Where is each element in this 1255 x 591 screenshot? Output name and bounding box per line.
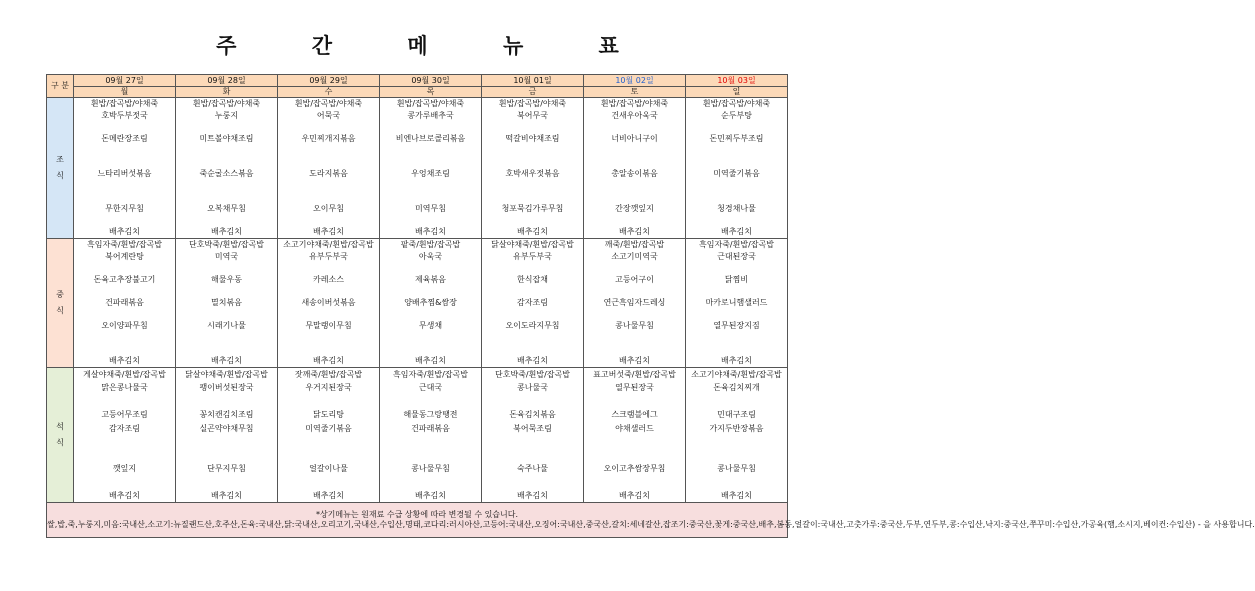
lunch-cell xyxy=(380,239,482,368)
menu-item xyxy=(74,475,175,488)
meal-label-char: 중 xyxy=(56,290,64,299)
menu-item xyxy=(686,262,787,274)
meal-label-char: 석 xyxy=(56,422,64,431)
menu-item: 열무된장지짐 xyxy=(713,321,760,331)
menu-item: 배추김치 xyxy=(211,490,242,500)
menu-item xyxy=(380,395,481,408)
menu-item: 단호박죽/흰밥/잡곡밥 xyxy=(495,370,570,379)
menu-item: 간장깻잎지 xyxy=(615,203,654,213)
menu-item xyxy=(74,145,175,157)
menu-item: 배추김치 xyxy=(313,356,344,366)
menu-item: 돈육고추장불고기 xyxy=(93,274,156,284)
menu-item: 유부두부국 xyxy=(513,251,552,261)
menu-item xyxy=(176,215,277,227)
menu-item: 흰밥/잡곡밥/야채죽 xyxy=(702,99,771,108)
menu-item: 무한지무침 xyxy=(105,203,144,213)
menu-item xyxy=(278,309,379,321)
menu-item: 돈육김치볶음 xyxy=(509,410,556,420)
menu-item: 배추김치 xyxy=(721,227,752,237)
dinner-cell xyxy=(176,368,278,503)
day-date xyxy=(686,75,788,87)
menu-item: 돈민찌두부조림 xyxy=(709,133,764,143)
menu-item: 총알송이볶음 xyxy=(611,168,658,178)
menu-item: 도라지볶음 xyxy=(309,168,348,178)
menu-item: 비엔나브로콜리볶음 xyxy=(395,133,466,143)
menu-item: 깨죽/흰밥/잡곡밥 xyxy=(604,240,665,249)
breakfast-cell xyxy=(278,98,380,239)
menu-item xyxy=(482,332,583,344)
menu-item: 팽이버섯된장국 xyxy=(199,383,254,393)
meal-label-char: 조 xyxy=(56,155,64,164)
lunch-cell xyxy=(74,239,176,368)
menu-item: 닭살야채죽/흰밥/잡곡밥 xyxy=(185,370,268,379)
menu-item xyxy=(482,145,583,157)
menu-item: 콩가루배추국 xyxy=(407,110,454,120)
day-of-week: 금 xyxy=(482,87,584,98)
menu-item: 유부두부국 xyxy=(309,251,348,261)
menu-item xyxy=(278,156,379,168)
menu-item: 근대된장국 xyxy=(717,251,756,261)
menu-item xyxy=(176,344,277,356)
menu-item: 호박두부젓국 xyxy=(101,110,148,120)
menu-item: 민대구조림 xyxy=(717,410,756,420)
menu-item: 배추김치 xyxy=(415,227,446,237)
menu-item: 콩나물국 xyxy=(517,383,548,393)
menu-item: 배추김치 xyxy=(313,490,344,500)
menu-item xyxy=(686,191,787,203)
menu-item xyxy=(584,145,685,157)
menu-item xyxy=(278,448,379,461)
menu-item xyxy=(380,262,481,274)
menu-item xyxy=(686,156,787,168)
menu-item: 멸치볶음 xyxy=(211,298,242,308)
menu-item xyxy=(278,344,379,356)
meal-label-char: 식 xyxy=(56,171,64,180)
date-text: 09월 29일 xyxy=(309,75,348,85)
menu-item xyxy=(278,395,379,408)
menu-item: 오이양파무침 xyxy=(101,321,148,331)
menu-item: 순두부탕 xyxy=(721,110,752,120)
menu-item: 열무된장국 xyxy=(615,383,654,393)
origin-text: 쌀,밥,죽,누룽지,미음:국내산,소고기:뉴질랜드산,호주산,돈육:국내산,닭:국내산,오리고기,국내산,수입산,명태,코다리:러시아산,고등어:국내산,오징어:국내산,중국산,갈치:세네갈산,잡조기:중국산,꽃게:중국산,배추,봄동,얼갈이:국내산,고춧가루:중국산,두부,연두부,콩:수입산,낙지:중국산,쭈꾸미:수입산,가공육(햄,소시지,베이컨:수입산) - 을 사용합니다. xyxy=(47,520,1255,529)
menu-item xyxy=(74,344,175,356)
menu-item xyxy=(176,286,277,298)
menu-item: 흑임자죽/흰밥/잡곡밥 xyxy=(393,370,468,379)
breakfast-cell xyxy=(380,98,482,239)
dinner-cell xyxy=(686,368,788,503)
menu-item xyxy=(482,180,583,192)
menu-item: 감자조림 xyxy=(517,298,548,308)
notice-text: *상기메뉴는 원재료 수급 상황에 따라 변경될 수 있습니다. xyxy=(315,510,519,519)
menu-item: 고등어구이 xyxy=(615,274,654,284)
menu-item: 콩나물무침 xyxy=(411,463,450,473)
menu-item: 오복채무침 xyxy=(207,203,246,213)
menu-item xyxy=(584,121,685,133)
menu-item xyxy=(74,262,175,274)
menu-item xyxy=(584,215,685,227)
menu-item: 해물동그랑땡전 xyxy=(403,410,458,420)
menu-item: 맑은콩나물국 xyxy=(101,383,148,393)
menu-item: 닭도리탕 xyxy=(313,410,344,420)
menu-item: 배추김치 xyxy=(517,356,548,366)
menu-item: 제육볶음 xyxy=(415,274,446,284)
menu-item: 청포묵김가루무침 xyxy=(501,203,564,213)
menu-item: 오이도라지무침 xyxy=(505,321,560,331)
menu-item xyxy=(176,145,277,157)
menu-item xyxy=(686,435,787,448)
menu-item: 배추김치 xyxy=(313,227,344,237)
dinner-cell xyxy=(278,368,380,503)
menu-item: 어묵국 xyxy=(316,110,341,120)
menu-item: 흑임자죽/흰밥/잡곡밥 xyxy=(699,240,774,249)
weekly-menu-table xyxy=(46,74,1255,538)
menu-item xyxy=(74,156,175,168)
menu-item: 실곤약야채무침 xyxy=(199,423,254,433)
menu-item xyxy=(176,180,277,192)
menu-item xyxy=(176,309,277,321)
menu-item xyxy=(482,475,583,488)
date-text: 09월 27일 xyxy=(105,75,144,85)
menu-item: 숙주나물 xyxy=(517,463,548,473)
menu-item xyxy=(686,448,787,461)
menu-item xyxy=(380,215,481,227)
menu-item xyxy=(278,286,379,298)
menu-item xyxy=(482,191,583,203)
menu-item: 북어묵조림 xyxy=(513,423,552,433)
menu-item xyxy=(482,121,583,133)
menu-item: 호박새우젓볶음 xyxy=(505,168,560,178)
menu-item xyxy=(74,121,175,133)
menu-item xyxy=(380,435,481,448)
menu-item: 게살야채죽/흰밥/잡곡밥 xyxy=(83,370,166,379)
menu-item xyxy=(686,145,787,157)
menu-item xyxy=(584,475,685,488)
menu-item xyxy=(380,332,481,344)
menu-item xyxy=(74,435,175,448)
menu-item: 돈육김치찌개 xyxy=(713,383,760,393)
menu-item xyxy=(176,191,277,203)
menu-item: 건파래볶음 xyxy=(105,298,144,308)
menu-item: 우거지된장국 xyxy=(305,383,352,393)
menu-item: 미트볼야채조림 xyxy=(199,133,254,143)
menu-item: 팥죽/흰밥/잡곡밥 xyxy=(400,240,461,249)
menu-item: 오이무침 xyxy=(313,203,344,213)
menu-item xyxy=(482,215,583,227)
menu-item: 감자조림 xyxy=(109,423,140,433)
menu-item: 무말랭이무침 xyxy=(305,321,352,331)
day-date xyxy=(584,75,686,87)
day-date xyxy=(278,75,380,87)
dinner-cell xyxy=(482,368,584,503)
menu-item xyxy=(380,309,481,321)
menu-item xyxy=(380,121,481,133)
menu-item: 새송이버섯볶음 xyxy=(301,298,356,308)
menu-item: 아욱국 xyxy=(418,251,443,261)
menu-item: 미역무침 xyxy=(415,203,446,213)
day-of-week: 수 xyxy=(278,87,380,98)
menu-item xyxy=(584,286,685,298)
menu-item: 배추김치 xyxy=(721,490,752,500)
menu-item xyxy=(176,395,277,408)
date-text: 10월 03일 xyxy=(717,75,756,85)
menu-item: 한식잡채 xyxy=(517,274,548,284)
menu-item: 닭찜비 xyxy=(724,274,749,284)
dinner-label xyxy=(47,368,74,503)
day-date xyxy=(380,75,482,87)
menu-item xyxy=(686,475,787,488)
day-date xyxy=(176,75,278,87)
menu-item: 흰밥/잡곡밥/야채죽 xyxy=(600,99,669,108)
menu-item xyxy=(686,395,787,408)
menu-item xyxy=(278,215,379,227)
day-date xyxy=(482,75,584,87)
menu-item xyxy=(686,332,787,344)
menu-item: 양배추찜&쌈장 xyxy=(404,298,457,308)
menu-item: 배추김치 xyxy=(109,490,140,500)
menu-item: 콩나물무침 xyxy=(717,463,756,473)
notice-cell xyxy=(47,503,1255,538)
menu-item xyxy=(380,156,481,168)
menu-item xyxy=(278,332,379,344)
menu-item: 배추김치 xyxy=(109,356,140,366)
menu-item xyxy=(686,121,787,133)
menu-item: 떡갈비야채조림 xyxy=(505,133,560,143)
dinner-cell xyxy=(74,368,176,503)
menu-item xyxy=(584,448,685,461)
meal-label-char: 식 xyxy=(56,438,64,447)
menu-item xyxy=(584,262,685,274)
menu-item: 깻잎지 xyxy=(112,463,137,473)
lunch-cell xyxy=(584,239,686,368)
menu-item xyxy=(176,121,277,133)
menu-item: 소고기야채죽/흰밥/잡곡밥 xyxy=(691,370,782,379)
lunch-cell xyxy=(686,239,788,368)
menu-item xyxy=(584,180,685,192)
menu-item: 건새우아욱국 xyxy=(611,110,658,120)
menu-item xyxy=(176,448,277,461)
menu-item: 가지두반장볶음 xyxy=(709,423,764,433)
menu-item: 배추김치 xyxy=(721,356,752,366)
menu-item: 배추김치 xyxy=(517,227,548,237)
menu-item xyxy=(482,448,583,461)
menu-item: 돈메란장조림 xyxy=(101,133,148,143)
menu-item: 흰밥/잡곡밥/야채죽 xyxy=(294,99,363,108)
menu-item xyxy=(584,332,685,344)
menu-item: 배추김치 xyxy=(619,227,650,237)
menu-item: 무생채 xyxy=(418,321,443,331)
lunch-cell xyxy=(278,239,380,368)
menu-item xyxy=(482,309,583,321)
day-of-week: 월 xyxy=(74,87,176,98)
menu-item xyxy=(74,286,175,298)
menu-item xyxy=(278,262,379,274)
menu-item xyxy=(686,180,787,192)
menu-item: 청경채나물 xyxy=(717,203,756,213)
menu-item xyxy=(584,191,685,203)
menu-item: 배추김치 xyxy=(415,356,446,366)
menu-item xyxy=(380,145,481,157)
menu-item: 미역국 xyxy=(214,251,239,261)
menu-item: 건파래볶음 xyxy=(411,423,450,433)
menu-item xyxy=(380,344,481,356)
menu-item xyxy=(584,309,685,321)
menu-item: 배추김치 xyxy=(517,490,548,500)
menu-item: 스크램블에그 xyxy=(611,410,658,420)
menu-item xyxy=(74,180,175,192)
menu-item xyxy=(380,286,481,298)
header-label: 구 분 xyxy=(47,75,74,98)
menu-item xyxy=(482,262,583,274)
breakfast-cell xyxy=(482,98,584,239)
menu-item: 단호박죽/흰밥/잡곡밥 xyxy=(189,240,264,249)
menu-item xyxy=(482,286,583,298)
menu-item xyxy=(482,395,583,408)
menu-item: 미역줄기볶음 xyxy=(713,168,760,178)
menu-item: 우민찌개지볶음 xyxy=(301,133,356,143)
menu-item xyxy=(176,262,277,274)
menu-item: 해물우동 xyxy=(211,274,242,284)
menu-item xyxy=(278,475,379,488)
menu-item xyxy=(74,332,175,344)
dinner-cell xyxy=(380,368,482,503)
menu-item: 표고버섯죽/흰밥/잡곡밥 xyxy=(593,370,676,379)
day-date xyxy=(74,75,176,87)
menu-item: 북어계란탕 xyxy=(105,251,144,261)
menu-item xyxy=(176,435,277,448)
dinner-cell xyxy=(584,368,686,503)
menu-item: 느타리버섯볶음 xyxy=(97,168,152,178)
menu-item: 누룽지 xyxy=(214,110,239,120)
menu-item xyxy=(482,156,583,168)
menu-item: 배추김치 xyxy=(211,227,242,237)
menu-item xyxy=(74,395,175,408)
menu-item xyxy=(380,475,481,488)
menu-item: 콩나물무침 xyxy=(615,321,654,331)
date-text: 10월 01일 xyxy=(513,75,552,85)
menu-item xyxy=(176,332,277,344)
menu-item xyxy=(176,475,277,488)
menu-item xyxy=(74,309,175,321)
menu-item: 근대국 xyxy=(418,383,443,393)
breakfast-cell xyxy=(584,98,686,239)
menu-item: 시래기나물 xyxy=(207,321,246,331)
menu-item xyxy=(176,156,277,168)
menu-item xyxy=(584,435,685,448)
menu-item: 야채샐러드 xyxy=(615,423,654,433)
menu-item xyxy=(482,344,583,356)
meal-label-char: 식 xyxy=(56,306,64,315)
menu-item: 우엉채조림 xyxy=(411,168,450,178)
menu-item: 꽁치캔김치조림 xyxy=(199,410,254,420)
menu-item xyxy=(380,191,481,203)
menu-item: 북어무국 xyxy=(517,110,548,120)
breakfast-cell xyxy=(176,98,278,239)
menu-item xyxy=(584,344,685,356)
menu-item: 연근흑임자드레싱 xyxy=(603,298,666,308)
breakfast-cell xyxy=(74,98,176,239)
menu-item: 미역줄기볶음 xyxy=(305,423,352,433)
menu-item: 배추김치 xyxy=(619,490,650,500)
menu-item xyxy=(584,395,685,408)
lunch-cell xyxy=(176,239,278,368)
menu-item: 죽순굴소스볶음 xyxy=(199,168,254,178)
menu-item: 닭살야채죽/흰밥/잡곡밥 xyxy=(491,240,574,249)
menu-item xyxy=(380,448,481,461)
menu-item xyxy=(278,145,379,157)
menu-item: 흰밥/잡곡밥/야채죽 xyxy=(498,99,567,108)
menu-item xyxy=(278,121,379,133)
menu-item xyxy=(584,156,685,168)
day-of-week: 화 xyxy=(176,87,278,98)
menu-item xyxy=(380,180,481,192)
menu-item xyxy=(74,191,175,203)
date-text: 09월 30일 xyxy=(411,75,450,85)
menu-item: 단무지무침 xyxy=(207,463,246,473)
menu-item: 흑임자죽/흰밥/잡곡밥 xyxy=(87,240,162,249)
menu-item: 흰밥/잡곡밥/야채죽 xyxy=(396,99,465,108)
menu-item xyxy=(74,215,175,227)
menu-item xyxy=(278,180,379,192)
day-of-week: 목 xyxy=(380,87,482,98)
menu-item: 배추김치 xyxy=(415,490,446,500)
menu-item xyxy=(686,344,787,356)
menu-item xyxy=(278,435,379,448)
day-of-week: 일 xyxy=(686,87,788,98)
menu-item xyxy=(74,448,175,461)
menu-item: 잣깨죽/흰밥/잡곡밥 xyxy=(294,370,363,379)
lunch-label xyxy=(47,239,74,368)
page-title: 주 간 메 뉴 표 xyxy=(216,34,653,58)
breakfast-label xyxy=(47,98,74,239)
menu-item: 너비아니구이 xyxy=(611,133,658,143)
menu-item: 흰밥/잡곡밥/야채죽 xyxy=(192,99,261,108)
menu-item: 고등어무조림 xyxy=(101,410,148,420)
date-text: 09월 28일 xyxy=(207,75,246,85)
menu-item xyxy=(686,215,787,227)
menu-item: 배추김치 xyxy=(619,356,650,366)
menu-item: 소고기미역국 xyxy=(611,251,658,261)
menu-item: 배추김치 xyxy=(109,227,140,237)
menu-item xyxy=(278,191,379,203)
menu-item xyxy=(686,286,787,298)
menu-item xyxy=(482,435,583,448)
menu-item: 마카로니햄샐러드 xyxy=(705,298,768,308)
menu-item xyxy=(686,309,787,321)
menu-item: 카레소스 xyxy=(313,274,344,284)
date-text: 10월 02일 xyxy=(615,75,654,85)
menu-item: 소고기야채죽/흰밥/잡곡밥 xyxy=(283,240,374,249)
menu-item: 얼갈이나물 xyxy=(309,463,348,473)
menu-item: 배추김치 xyxy=(211,356,242,366)
lunch-cell xyxy=(482,239,584,368)
menu-item: 오이고추쌈장무침 xyxy=(603,463,666,473)
day-of-week: 토 xyxy=(584,87,686,98)
breakfast-cell xyxy=(686,98,788,239)
menu-item: 흰밥/잡곡밥/야채죽 xyxy=(90,99,159,108)
